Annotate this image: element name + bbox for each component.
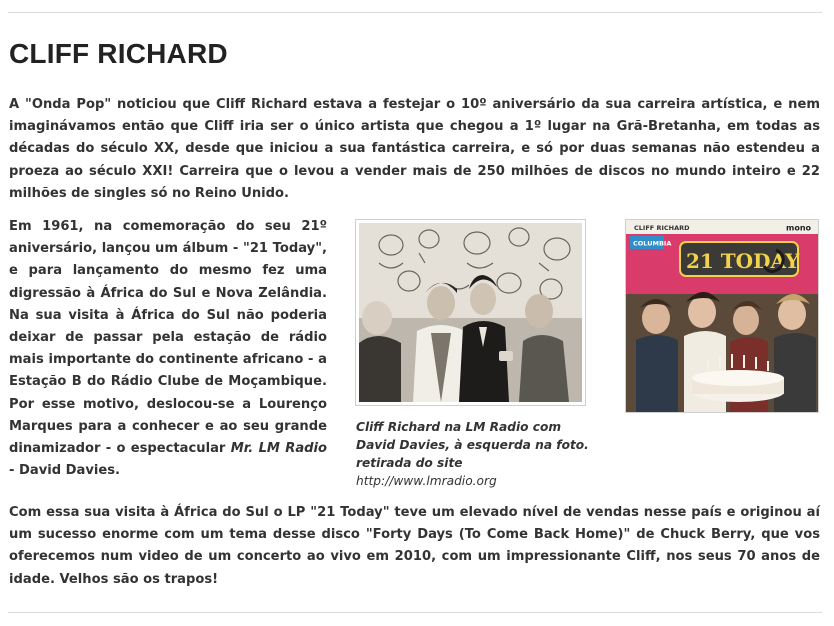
body-text: Em 1961, na comemoração do seu 21º aniversário, lançou um álbum - "21 Today", e para lançamento do mesmo fez uma digressão à África do Sul e Nova Zelândia. Na sua visita à África do Sul não poderia deixar de passar pela estação de rádio mais importante do continente africano - a Estação B do Rádio Clube de Moçambique. Por esse motivo, deslocou-se a Lourenço Marques para a conhecer e ao seu grande dinamizador - o espectacular: [9, 219, 327, 457]
bottom-divider: [8, 612, 822, 613]
body-paragraph: [9, 216, 327, 482]
top-divider: [8, 12, 822, 13]
album-artist: CLIFF RICHARD: [634, 224, 690, 232]
caption-line-3: [356, 454, 596, 490]
body-emphasis: Mr. LM Radio: [230, 441, 328, 457]
album-label: COLUMBIA: [633, 239, 672, 248]
radio-station-photo: [355, 219, 586, 406]
photo-image: [359, 223, 582, 402]
intro-paragraph: A "Onda Pop" noticiou que Cliff Richard estava a festejar o 10º aniversário da sua carreira artística, e nem imaginávamos então que Cliff iria ser o único artista que chegou a 1º lugar na Grã-Bretanha, em todas as décadas do século XX, desde que iniciou a sua fantástica carreira, e só por duas semanas não estendeu a proeza ao século XXI! Carreira que o levou a vender mais de 250 milhões de discos no mundo inteiro e 22 milhões de singles só no Reino Unido.: [9, 97, 820, 201]
photo-caption: [356, 418, 596, 490]
album-format: mono: [786, 223, 812, 233]
caption-source-link[interactable]: http://www.lmradio.org: [356, 474, 497, 488]
album-title: 21 TODAY: [686, 249, 800, 273]
album-cover-image: [625, 219, 819, 413]
closing-paragraph: Com essa sua visita à África do Sul o LP "21 Today" teve um elevado nível de vendas nesse país e originou aí um sucesso enorme com um tema desse disco "Forty Days (To Come Back Home)" de Chuck Berry, que vos oferecemos num video de um concerto ao vivo em 2010, com um impressionante Cliff, nos seus 70 anos de idade. Velhos são os trapos!: [9, 505, 820, 587]
page-title: CLIFF RICHARD: [9, 38, 228, 69]
album-cover-art: [626, 220, 818, 412]
caption-line-2: David Davies, à esquerda na foto.: [356, 438, 589, 452]
body-text-end: - David Davies.: [9, 463, 121, 479]
caption-source-text: retirada do site: [356, 456, 463, 470]
caption-line-1: Cliff Richard na LM Radio com: [356, 420, 562, 434]
